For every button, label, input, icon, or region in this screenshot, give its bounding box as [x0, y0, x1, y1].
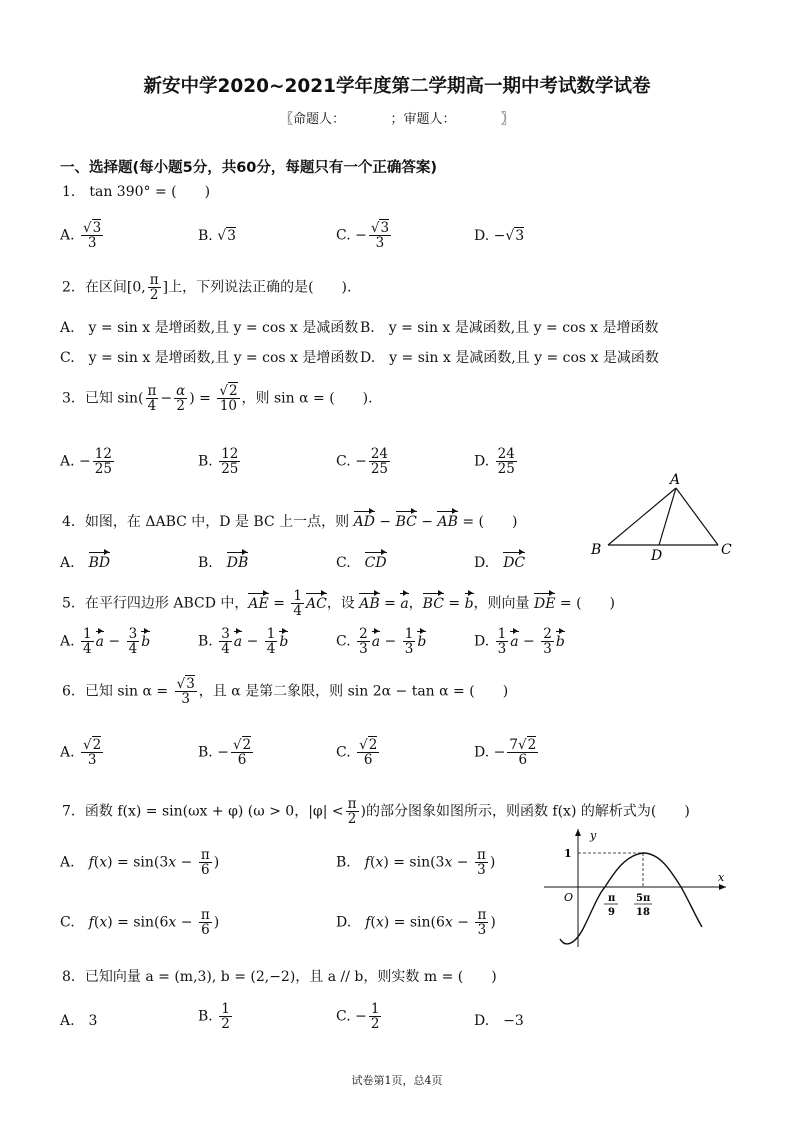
vertex-b-label: B: [591, 542, 602, 558]
x-axis-label: x: [718, 871, 725, 884]
q1-option-c: C. − $\frac{√3}{3}$: [336, 220, 390, 252]
q4-option-a: A. BD: [60, 555, 111, 571]
section-title: 一、选择题(每小题5分，共60分，每题只有一个正确答案): [60, 160, 438, 176]
x-tick-pi-9-den: 9: [608, 907, 615, 918]
q8-option-c: C. − $\frac{1}{2}$: [336, 1001, 380, 1033]
q2-option-d: D. y = sin x 是减函数,且 y = cos x 是减函数: [360, 350, 659, 366]
q4-option-d: D. DC: [474, 555, 526, 571]
q6-option-a: A. $\frac{√2}{3}$: [60, 737, 102, 769]
q1-option-a: A. $\frac{√3}{3}$: [60, 220, 102, 252]
q2-stem: 2．在区间[0, $\frac{\pi}{2}$ ]上，下列说法正确的是( ).: [62, 272, 352, 304]
q1-stem: 1． tan 390° = ( ): [62, 184, 211, 200]
x-tick-pi-9-num: π: [608, 893, 616, 904]
q5-option-c: C. $\frac{2}{3}$ a − $\frac{1}{3}$ b: [336, 626, 427, 658]
q3-option-c: C. − $\frac{24}{25}$: [336, 446, 389, 478]
x-tick-5pi-18-den: 18: [636, 907, 650, 918]
q2-option-b: B. y = sin x 是减函数,且 y = cos x 是增函数: [360, 320, 659, 336]
sine-graph-figure: [540, 825, 735, 950]
q7-option-a: A. f(x) = sin(3x − $\frac{\pi}{6}$ ): [60, 847, 220, 879]
q3-stem: 3．已知 sin( $\frac{\pi}{4}$ − $\frac{\alpha}{2}$ ) = $\frac{√2}{10}$ ，则 sin α = ( ).: [62, 383, 373, 415]
q5-option-d: D. $\frac{1}{3}$ a − $\frac{2}{3}$ b: [474, 626, 565, 658]
q5-option-a: A. $\frac{1}{4}$ a − $\frac{3}{4}$ b: [60, 626, 151, 658]
q7-option-b: B. f(x) = sin(3x − $\frac{\pi}{3}$ ): [336, 847, 496, 879]
q6-option-d: D. − $\frac{7√2}{6}$: [474, 737, 537, 769]
q8-option-d: D. −3: [474, 1013, 524, 1029]
page-title: 新安中学2020~2021学年度第二学期高一期中考试数学试卷: [143, 76, 651, 97]
q5-stem: 5．在平行四边形 ABCD 中，AE = $\frac{1}{4}$ AC，设 AB = a，BC = b，则向量 DE = ( ): [62, 588, 616, 620]
point-d-label: D: [651, 548, 663, 564]
q6-stem: 6．已知 sin α = $\frac{√3}{3}$ ，且 α 是第二象限，则 sin 2α − tan α = ( ): [62, 676, 509, 708]
q3-option-a: A. − $\frac{12}{25}$: [60, 446, 112, 478]
q6-option-c: C. $\frac{√2}{6}$: [336, 737, 378, 769]
q6-option-b: B. − $\frac{√2}{6}$: [198, 737, 252, 769]
triangle-abc-figure: [585, 468, 745, 568]
q8-option-a: A. 3: [60, 1013, 98, 1029]
q4-stem: 4．如图，在 ΔABC 中，D 是 BC 上一点，则 AD − BC − AB = ( ): [62, 514, 518, 530]
q2-option-a: A. y = sin x 是增函数,且 y = cos x 是减函数: [60, 320, 359, 336]
q2-option-c: C. y = sin x 是增函数,且 y = cos x 是增函数: [60, 350, 359, 366]
vertex-c-label: C: [721, 542, 732, 558]
q1-option-d: D. −√3: [474, 228, 525, 244]
x-tick-5pi-18-num: 5π: [636, 893, 651, 904]
q5-option-b: B. $\frac{3}{4}$ a − $\frac{1}{4}$ b: [198, 626, 289, 658]
q4-option-c: C. CD: [336, 555, 387, 571]
page-subtitle: 〖命题人： ；审题人： 〗: [279, 112, 514, 127]
y-axis-label: y: [590, 829, 597, 842]
q7-stem: 7．函数 f(x) = sin(ωx + φ) (ω > 0，|φ| < $\frac{\pi}{2}$ )的部分图象如图所示，则函数 f(x) 的解析式为( ): [62, 796, 690, 828]
page-footer: 试卷第1页，总4页: [351, 1074, 443, 1087]
q7-option-d: D. f(x) = sin(6x − $\frac{\pi}{3}$ ): [336, 907, 496, 939]
q8-option-b: B. $\frac{1}{2}$: [198, 1001, 230, 1033]
y-tick-1: 1: [564, 847, 572, 860]
q8-stem: 8．已知向量 a = (m,3), b = (2,−2)，且 a // b，则实数 m = ( ): [62, 969, 497, 985]
q1-option-b: B. √3: [198, 228, 237, 244]
q4-option-b: B. DB: [198, 555, 249, 571]
vertex-a-label: A: [670, 472, 681, 488]
q7-option-c: C. f(x) = sin(6x − $\frac{\pi}{6}$ ): [60, 907, 220, 939]
q3-option-d: D. $\frac{24}{25}$: [474, 446, 515, 478]
q3-option-b: B. $\frac{12}{25}$: [198, 446, 239, 478]
origin-label: O: [564, 891, 574, 904]
